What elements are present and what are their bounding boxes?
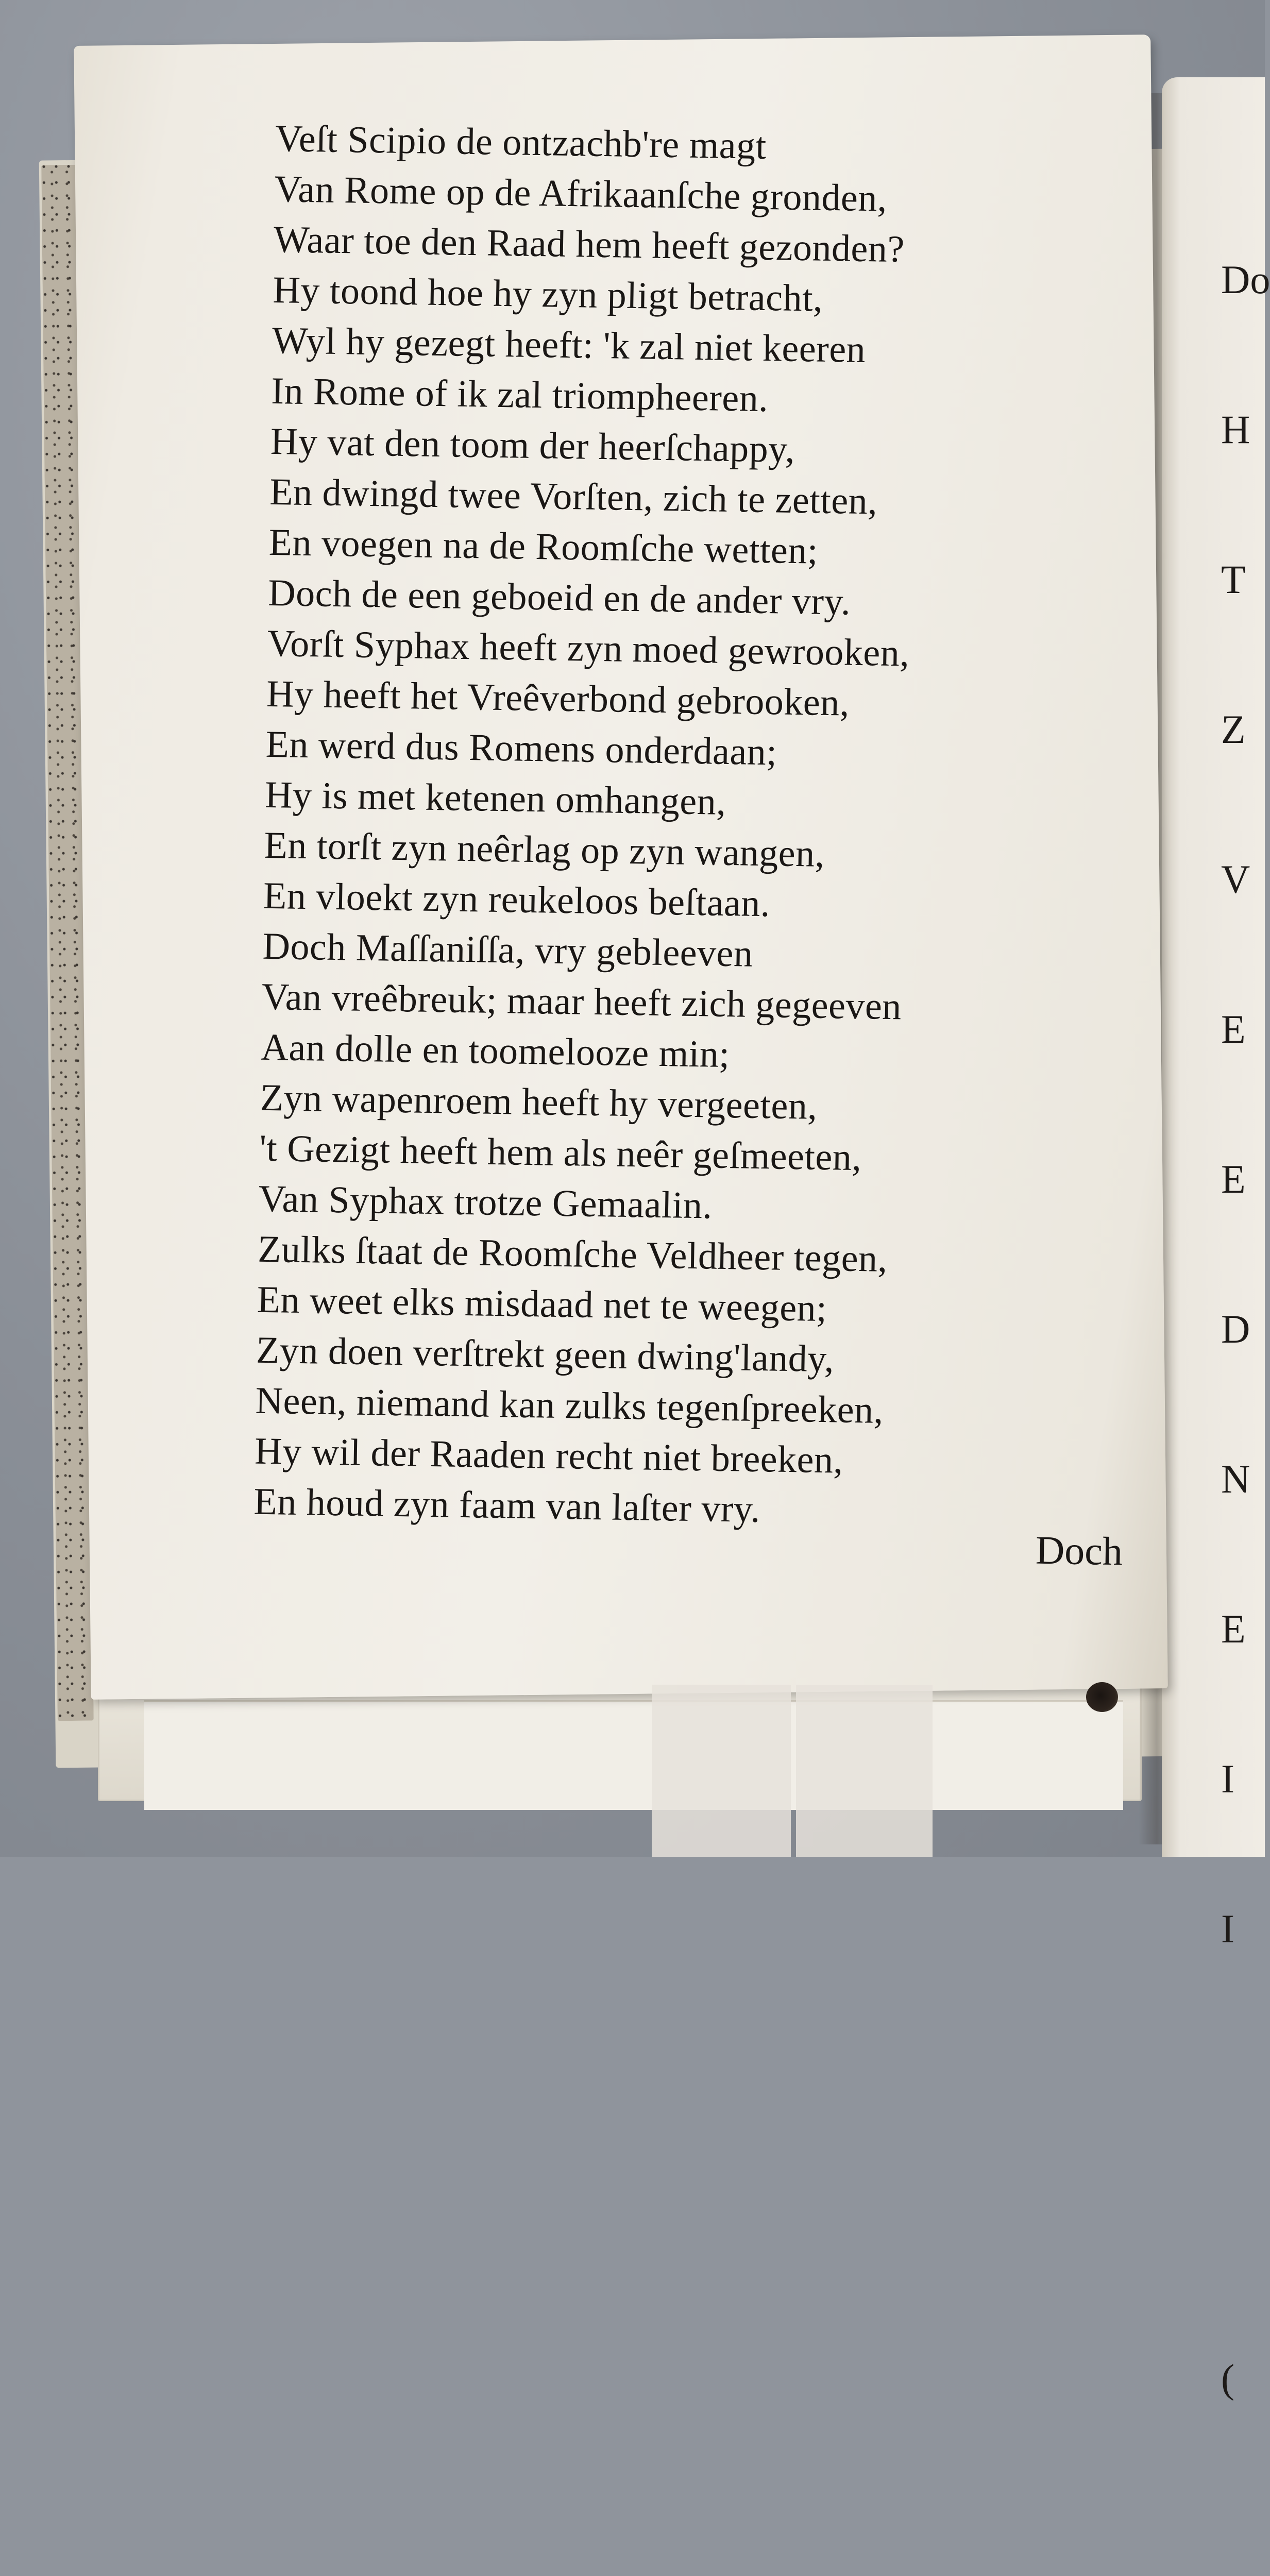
facing-line: V [1221,857,1250,902]
poem-line: Vorſt Syphax heeft zyn moed gewrooken, [267,622,910,675]
facing-line [1221,2503,1265,2553]
facing-line [1221,2204,1265,2253]
poem-line: En vloekt zyn reukeloos beſtaan. [263,874,771,925]
facing-line: Do [1221,257,1270,302]
poem-line: Doch de een geboeid en de ander vry. [267,571,851,623]
facing-line: D [1221,1307,1250,1351]
poem-line: In Rome of ik zal triompheeren. [270,369,769,420]
poem-line: En houd zyn faam van laſter vry. [253,1480,761,1531]
poem-line: Van Syphax trotze Gemaalin. [258,1177,713,1227]
poem-line: En dwingd twee Vorſten, zich te zetten, [269,470,878,523]
poem-line: Aan dolle en toomelooze min; [260,1026,731,1076]
poem-text [253,113,1152,1540]
poem-line: En voegen na de Roomſche wetten; [268,521,819,572]
poem-line: Van Rome op de Afrikaanſche gronden, [274,167,888,220]
poem-line: Zulks ſtaat de Roomſche Veldheer tegen, [257,1228,888,1280]
poem-line: En werd dus Romens onderdaan; [265,723,778,774]
facing-line: I [1221,1756,1234,1801]
facing-line: E [1221,1157,1246,1201]
facing-page-text [1221,155,1270,2576]
facing-line: I [1221,1906,1234,1951]
blurred-region [652,1685,791,1857]
poem-line: Neen, niemand kan zulks tegenſpreeken, [255,1379,884,1432]
facing-line: Z [1221,707,1246,752]
poem-line: Hy toond hoe hy zyn pligt betracht, [272,268,823,320]
poem-line: En torſt zyn neêrlag op zyn wangen, [264,824,825,875]
poem-line: Veſt Scipio de ontzachb're magt [275,117,767,167]
poem-line: En weet elks misdaad net te weegen; [257,1278,827,1330]
facing-line: E [1221,1606,1246,1651]
page-hole [1086,1682,1118,1712]
bottom-page-stack-inner [144,1700,1123,1810]
poem-line: Waar toe den Raad hem heeft gezonden? [273,218,905,271]
facing-line [1221,2054,1265,2104]
poem-line: Zyn wapenroem heeft hy vergeeten, [260,1076,818,1128]
poem-line: Hy wil der Raaden recht niet breeken, [254,1430,844,1482]
poem-line: Van vreêbreuk; maar heeft zich gegeeven [261,975,902,1028]
poem-line: Wyl hy gezegt heeft: 'k zal niet keeren [272,319,866,371]
poem-line: Hy is met ketenen omhangen, [264,773,726,823]
poem-line: Doch Maſſaniſſa, vry gebleeven [262,925,754,975]
facing-line: H [1221,407,1250,452]
blurred-region [796,1685,933,1857]
poem-line: Zyn doen verſtrekt geen dwing'landy, [256,1329,835,1381]
facing-line: T [1221,557,1246,602]
catchword: Doch [1035,1527,1123,1574]
facing-line: N [1221,1456,1250,1501]
facing-line: E [1221,1007,1246,1052]
poem-line: Hy vat den toom der heerſchappy, [270,420,795,471]
poem-line: 't Gezigt heeft hem als neêr geſmeeten, [259,1127,862,1179]
facing-line: ( [1221,2356,1234,2401]
poem-line: Hy heeft het Vreêverbond gebrooken, [266,672,850,724]
